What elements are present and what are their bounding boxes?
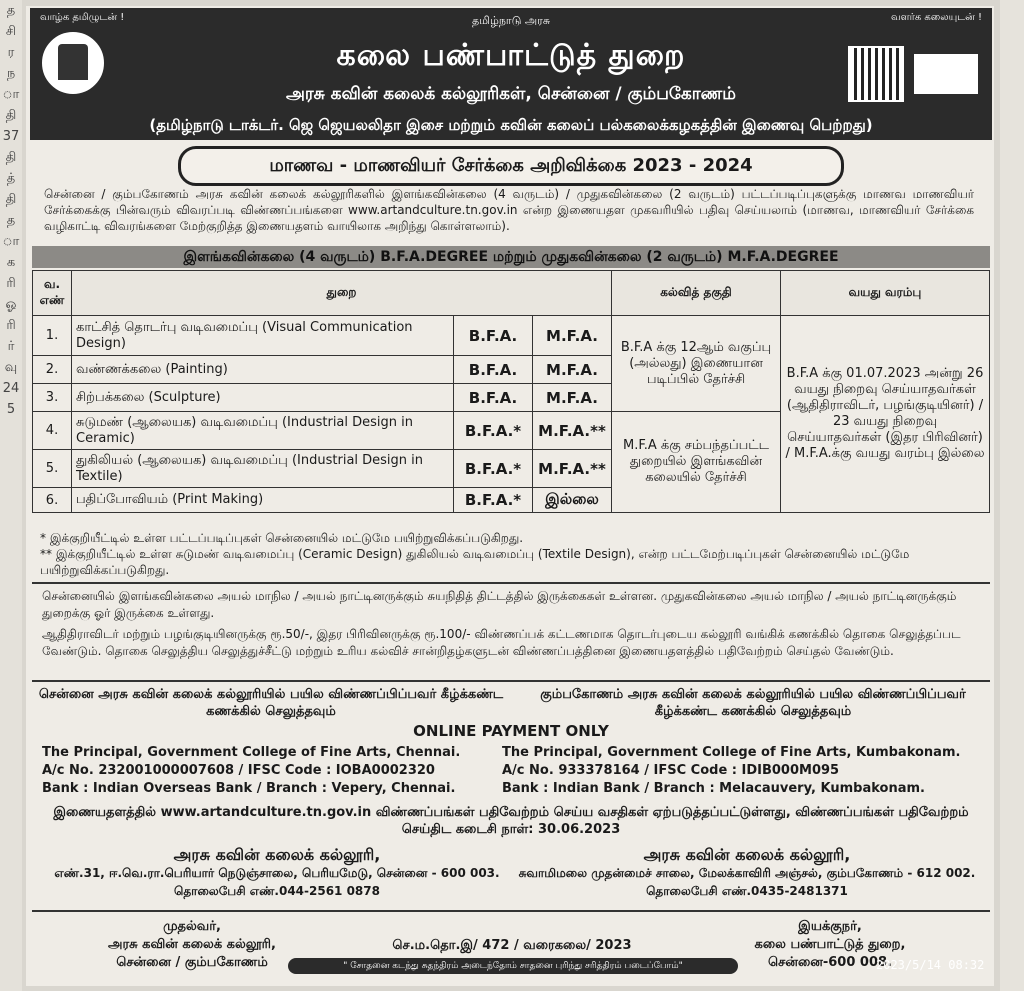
- margin-char: த: [6, 3, 16, 18]
- qualification-mfa: M.F.A க்கு சம்பந்தப்பட்ட துறையில் இளங்கவின் கலையில் தேர்ச்சி: [612, 412, 781, 513]
- row-dept: பதிப்போவியம் (Print Making): [72, 488, 454, 513]
- intro-paragraph: சென்னை / கும்பகோணம் அரசு கவின் கலைக் கல்லூரிகளில் இளங்கவின்கலை (4 வருடம்) / முதுகவின்கலை (2 வருடம்) பட்டப்படிப்புகளுக்கு மாணவ மாணவியர் சேர்க்கைக்கு பின்வரும் விவரப்படி விண்ணப்பங்களை www.artandculture.tn.gov.in என்ற இணையதள முகவரியில் பதிவு செய்யலாம் (மாணவ, மாணவியர் சேர்க்கை வழிகாட்டி விவரங்களை மேற்குறித்த இணையதளம் வாயிலாக அறிந்து கொள்ளலாம்).: [44, 187, 974, 233]
- kumbakonam-account-bank: Bank : Indian Bank / Branch : Melacauvery, Kumbakonam.: [502, 781, 925, 796]
- header-dept: துறை: [72, 271, 612, 316]
- row-mfa: இல்லை: [533, 488, 612, 513]
- margin-char: த்: [6, 171, 16, 186]
- row-dept: காட்சித் தொடர்பு வடிவமைப்பு (Visual Communication Design): [72, 316, 454, 356]
- photo-timestamp: 2023/5/14 08:32: [876, 958, 985, 972]
- chennai-college-name: அரசு கவின் கலைக் கல்லூரி,: [173, 845, 381, 864]
- footer-left-line: சென்னை / கும்பகோணம்: [116, 955, 268, 970]
- row-num: 2.: [33, 356, 72, 384]
- header-qualification: கல்வித் தகுதி: [612, 271, 781, 316]
- kumbakonam-payment-heading: கும்பகோணம் அரசு கவின் கலைக் கல்லூரியில் பயில விண்ணப்பிப்பவர் கீழ்க்கண்ட கணக்கில் செலுத்தவும்: [540, 687, 966, 719]
- margin-char: த: [6, 213, 16, 228]
- kumbakonam-college-address: [512, 846, 982, 900]
- admission-banner: மாணவ - மாணவியர் சேர்க்கை அறிவிக்கை 2023 - 2024: [178, 146, 844, 186]
- footer-left-line: அரசு கவின் கலைக் கல்லூரி,: [108, 937, 276, 952]
- chennai-account-number: A/c No. 232001000007608 / IFSC Code : IOBA0002320: [42, 763, 435, 778]
- qualification-bfa: B.F.A க்கு 12ஆம் வகுப்பு (அல்லது) இணையான படிப்பில் தேர்ச்சி: [612, 316, 781, 412]
- colleges-title: அரசு கவின் கலைக் கல்லூரிகள், சென்னை / கும்பகோணம்: [285, 84, 736, 104]
- row-bfa: B.F.A.*: [454, 412, 533, 450]
- row-mfa: M.F.A.**: [533, 412, 612, 450]
- kumbakonam-account: [502, 744, 972, 798]
- row-bfa: B.F.A.: [454, 384, 533, 412]
- qr-code-icon: [848, 46, 904, 102]
- top-right-slogan: வளர்க கலையுடன் !: [891, 12, 982, 23]
- adjacent-page-edge: [1000, 0, 1024, 991]
- row-mfa: M.F.A.**: [533, 450, 612, 488]
- footnote-double-star: ** இக்குறியீட்டில் உள்ள சுடுமண் வடிவமைப்பு (Ceramic Design) துகிலியல் வடிவமைப்பு (Textile Design), என்ற பட்டமேற்படிப்புகள் சென்னையில் மட்டுமே பயிற்றுவிக்கப்படுகிறது.: [40, 547, 910, 577]
- margin-char: தி: [5, 108, 17, 123]
- margin-char: 24: [2, 381, 20, 396]
- row-dept: துகிலியல் (ஆலையக) வடிவமைப்பு (Industrial Design in Textile): [72, 450, 454, 488]
- row-bfa: B.F.A.: [454, 316, 533, 356]
- kumbakonam-account-number: A/c No. 933378164 / IFSC Code : IDIB000M095: [502, 763, 840, 778]
- government-label: தமிழ்நாடு அரசு: [471, 14, 551, 27]
- footer-left-line: முதல்வர்,: [163, 919, 221, 934]
- margin-char: ர்: [7, 339, 15, 354]
- website-deadline-note: இணையதளத்தில் www.artandculture.tn.gov.in விண்ணப்பங்கள் பதிவேற்றம் செய்ய வசதிகள் ஏற்படுத்தப்பட்டுள்ளது, விண்ணப்பங்கள் பதிவேற்றம் செய்திட கடைசி நாள்: 30.06.2023: [53, 805, 969, 837]
- row-mfa: M.F.A.: [533, 356, 612, 384]
- degree-band: இளங்கவின்கலை (4 வருடம்) B.F.A.DEGREE மற்றும் முதுகவின்கலை (2 வருடம்) M.F.A.DEGREE: [32, 246, 990, 268]
- kumbakonam-college-name: அரசு கவின் கலைக் கல்லூரி,: [643, 845, 851, 864]
- header-num: வ. எண்: [33, 271, 72, 316]
- row-num: 1.: [33, 316, 72, 356]
- margin-char: தி: [5, 150, 17, 165]
- info-bullets: [32, 582, 990, 682]
- table-header-row: [33, 271, 990, 316]
- margin-char: ஓ: [5, 297, 17, 312]
- kumbakonam-account-payee: The Principal, Government College of Fine Arts, Kumbakonam.: [502, 745, 961, 760]
- top-left-slogan: வாழ்க தமிழுடன் !: [40, 12, 125, 23]
- header-age: வயது வரம்பு: [781, 271, 990, 316]
- row-mfa: M.F.A.: [533, 384, 612, 412]
- row-num: 3.: [33, 384, 72, 412]
- row-dept: வண்ணக்கலை (Painting): [72, 356, 454, 384]
- footer-right-line: இயக்குநர்,: [798, 919, 862, 934]
- department-title: கலை பண்பாட்டுத் துறை: [336, 38, 686, 73]
- margin-char: 37: [2, 129, 20, 144]
- row-dept: சுடுமண் (ஆலையக) வடிவமைப்பு (Industrial Design in Ceramic): [72, 412, 454, 450]
- margin-char: ா: [2, 234, 20, 249]
- reference-number: செ.ம.தொ.இ/ 472 / வரைகலை/ 2023: [392, 938, 632, 953]
- payment-section: [32, 680, 990, 910]
- chennai-payment-heading: சென்னை அரசு கவின் கலைக் கல்லூரியில் பயில விண்ணப்பிப்பவர் கீழ்க்கண்ட கணக்கில் செலுத்தவும்: [38, 687, 504, 719]
- margin-char: ந: [6, 66, 16, 81]
- footer-right-line: கலை பண்பாட்டுத் துறை,: [754, 937, 906, 952]
- bullet-seats: சென்னையில் இளங்கவின்கலை அயல் மாநில / அயல் நாட்டினருக்கும் சுயநிதித் திட்டத்தில் இருக்கைகள் உள்ளன. முதுகவின்கலை அயல் மாநில / அயல் நாட்டினருக்கும் துறைக்கு ஓர் இருக்கை உள்ளது.: [42, 589, 957, 620]
- online-payment-label: ONLINE PAYMENT ONLY: [413, 722, 609, 740]
- row-num: 5.: [33, 450, 72, 488]
- bullet-fees: ஆதிதிராவிடர் மற்றும் பழங்குடியினருக்கு ரூ.50/-, இதர பிரிவினருக்கு ரூ.100/- விண்ணப்பக் கட்டணமாக தொடர்புடைய கல்லூரி வங்கிக் கணக்கில் தொகை செலுத்தப்பட வேண்டும். தொகை செலுத்திய செலுத்துச்சீட்டு மற்றும் உரிய கல்விச் சான்றிதழ்களுடன் விண்ணப்பத்தினை இணையதளத்தில் பதிவேற்றம் செய்தல் வேண்டும்.: [42, 627, 961, 658]
- footer-right-line: சென்னை-600 008.: [768, 955, 892, 970]
- chennai-account-bank: Bank : Indian Overseas Bank / Branch : Vepery, Chennai.: [42, 781, 456, 796]
- margin-char: ர: [7, 45, 15, 60]
- chennai-college-addr: எண்.31, ஈ.வெ.ரா.பெரியார் நெடுஞ்சாலை, பெரியமேடு, சென்னை - 600 003. தொலைபேசி எண்.044-2561 0878: [54, 866, 500, 898]
- footnote-single-star: * இக்குறியீட்டில் உள்ள பட்டப்படிப்புகள் சென்னையில் மட்டுமே பயிற்றுவிக்கப்படுகிறது.: [40, 531, 524, 545]
- margin-char: ரி: [6, 318, 16, 333]
- margin-char: ா: [2, 87, 20, 102]
- row-bfa: B.F.A.: [454, 356, 533, 384]
- row-mfa: M.F.A.: [533, 316, 612, 356]
- adjacent-column-text: [0, 0, 22, 991]
- footnotes: [40, 530, 980, 578]
- row-num: 6.: [33, 488, 72, 513]
- margin-char: 5: [6, 402, 16, 417]
- affiliation-line: (தமிழ்நாடு டாக்டர். ஜெ ஜெயலலிதா இசை மற்றும் கவின் கலைப் பல்கலைக்கழகத்தின் இணைவு பெற்றது): [149, 116, 873, 134]
- courses-table: [32, 270, 990, 513]
- margin-char: தி: [5, 192, 17, 207]
- kumbakonam-college-addr: சுவாமிமலை முதன்மைச் சாலை, மேலக்காவிரி அஞ்சல், கும்பகோணம் - 612 002. தொலைபேசி எண்.0435-2481371: [518, 866, 976, 898]
- margin-char: வு: [4, 360, 18, 375]
- margin-char: ரி: [6, 276, 16, 291]
- row-dept: சிற்பக்கலை (Sculpture): [72, 384, 454, 412]
- footer: [32, 910, 990, 978]
- chennai-college-address: [42, 846, 512, 900]
- row-bfa: B.F.A.*: [454, 488, 533, 513]
- department-logo-icon: [914, 54, 978, 94]
- chennai-account-payee: The Principal, Government College of Fine Arts, Chennai.: [42, 745, 461, 760]
- margin-char: சி: [5, 24, 17, 39]
- age-limit: B.F.A க்கு 01.07.2023 அன்று 26 வயது நிறைவு செய்யாதவர்கள் (ஆதிதிராவிடர், பழங்குடியினர்) / 23 வயது நிறைவு செய்யாதவர்கள் (இதர பிரிவினர்) / M.F.A.க்கு வயது வரம்பு இல்லை: [781, 316, 990, 513]
- chennai-account: [42, 744, 512, 798]
- table-row: [33, 316, 990, 356]
- row-num: 4.: [33, 412, 72, 450]
- margin-char: க: [6, 255, 16, 270]
- footer-quote: " சோதனை கடந்து சுதந்திரம் அடைந்தோம் சாதனை புரிந்து சரித்திரம் படைப்போம்": [288, 958, 738, 974]
- header-block: [30, 8, 992, 140]
- row-bfa: B.F.A.*: [454, 450, 533, 488]
